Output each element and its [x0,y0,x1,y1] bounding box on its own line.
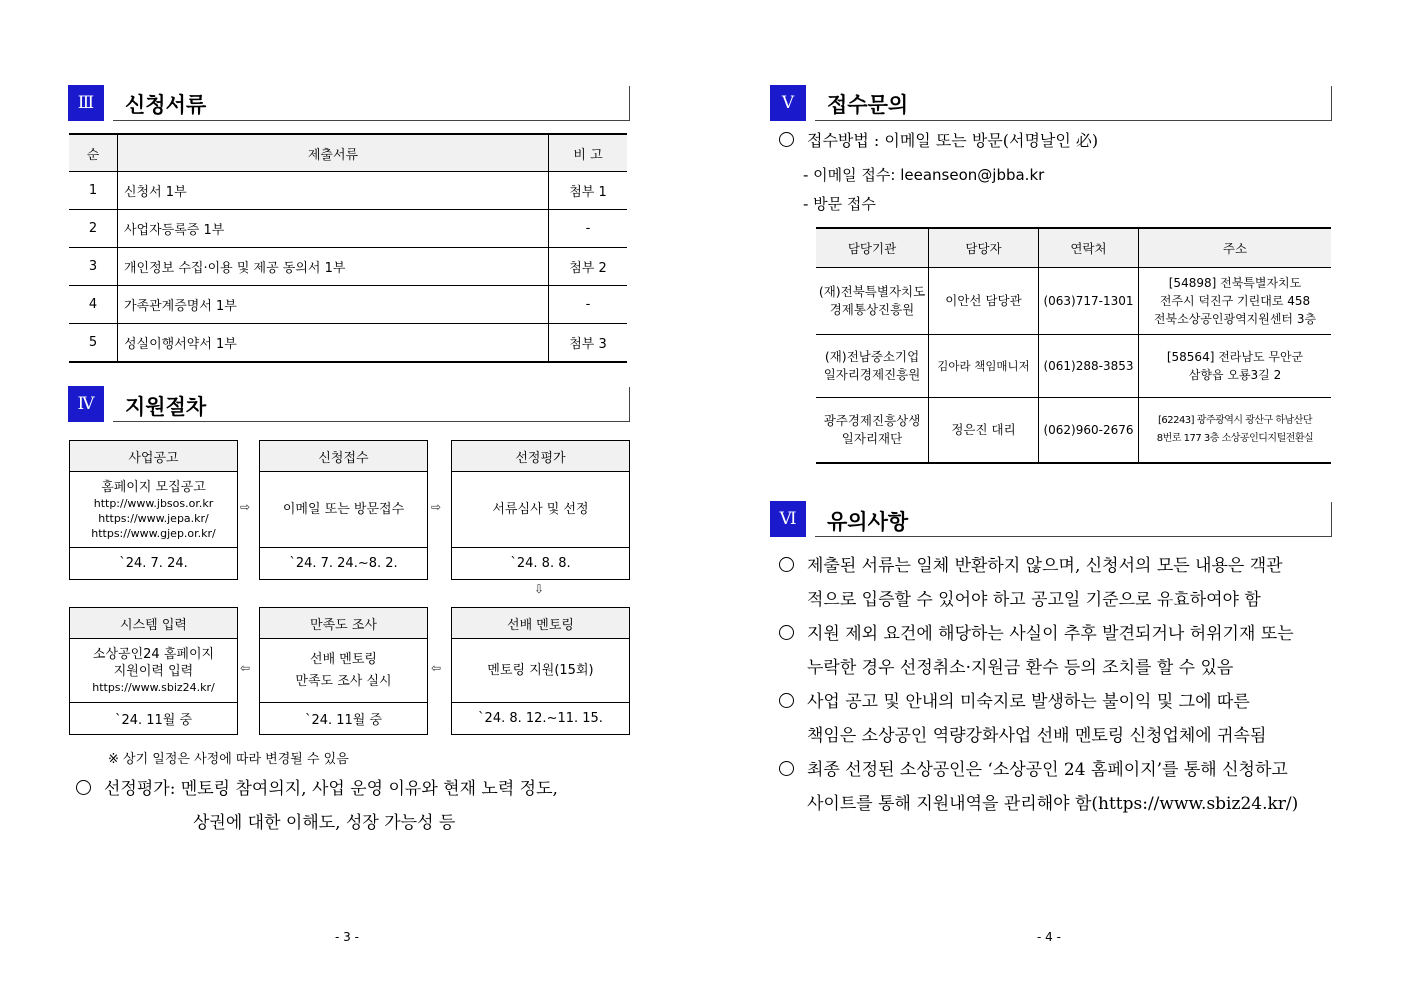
document-note: 첨부 1 [549,172,628,210]
step-evaluation [451,440,630,580]
step-date: `24. 7. 24.~8. 2. [289,555,398,571]
address-line: 삼향읍 오룡3길 2 [1188,368,1282,382]
visit-submission: - 방문 접수 [803,195,876,213]
org-cell [816,398,929,463]
phone-cell: (062)960-2676 [1039,398,1139,463]
table-header: 주소 [1139,228,1332,268]
address-cell [1139,335,1332,398]
table-row [816,398,1331,463]
caution-item-2 [779,619,1294,644]
section3-underline [113,86,630,121]
table-row [69,210,627,248]
org-name: (재)전북특별자치도 [818,284,926,299]
address-line: [62243] 광주광역시 광산구 하남산단 [1157,414,1313,426]
phone-cell: (063)717-1301 [1039,268,1139,335]
step-body-text: 홈페이지 모집공고 [101,479,206,495]
address-line: [54898] 전북특별자치도 [1168,276,1302,290]
table-row [69,172,627,210]
step-title: 선배 멘토링 [452,608,629,639]
section4-title: 지원절차 [125,395,207,419]
page-number-left: - 3 - [335,930,359,944]
org-cell [816,268,929,335]
circle-bullet-icon [779,557,794,572]
circle-bullet-icon [76,780,91,795]
step-body [70,472,237,548]
table-header: 연락처 [1039,228,1139,268]
table-header: 담당자 [929,228,1039,268]
step-body-text: 만족도 조사 실시 [295,673,392,689]
step-announcement [69,440,238,580]
step-date: `24. 8. 12.~11. 15. [478,710,603,726]
section4-underline [113,387,630,422]
row-number: 5 [69,324,118,363]
caution-text: 제출된 서류는 일체 반환하지 않으며, 신청서의 모든 내용은 객관 [807,556,1283,576]
table-header: 제출서류 [118,134,549,172]
address-line: 8번로 177 3층 소상공인디지털전환실 [1156,432,1314,444]
evaluation-criteria [76,774,558,799]
table-row [816,268,1331,335]
row-number: 3 [69,248,118,286]
step-body [452,472,629,548]
step-body [260,472,427,548]
step-title: 사업공고 [70,441,237,472]
step-date: `24. 7. 24. [119,555,188,571]
document-name: 신청서 1부 [118,172,549,210]
section5-underline [815,86,1332,121]
evaluation-line1: 선정평가: 멘토링 참여의지, 사업 운영 이유와 현재 노력 정도, [104,779,558,799]
step-body-text: 이메일 또는 방문접수 [282,502,405,517]
row-number: 4 [69,286,118,324]
step-body-text: 소상공인24 홈페이지 [92,647,215,662]
table-header: 담당기관 [816,228,929,268]
circle-bullet-icon [779,132,794,147]
table-header: 비 고 [549,134,628,172]
arrow-right-icon: ⇨ [431,500,442,514]
person-cell: 이안선 담당관 [929,268,1039,335]
step-body [260,639,427,703]
step-body [452,639,629,703]
caution-text: 사업 공고 및 안내의 미숙지로 발생하는 불이익 및 그에 따른 [807,692,1250,712]
link-jepa: https://www.jepa.kr/ [98,511,209,525]
section6-underline [815,502,1332,537]
circle-bullet-icon [779,693,794,708]
section5-title: 접수문의 [827,93,909,117]
caution-item-4 [779,755,1288,780]
address-line: 전주시 덕진구 기린대로 458 [1159,294,1311,308]
submission-method-text: 접수방법 : 이메일 또는 방문(서명날인 必) [807,131,1099,150]
section4-number: Ⅳ [68,386,104,422]
arrow-right-icon: ⇨ [240,500,251,514]
step-date: `24. 11월 중 [304,712,383,728]
document-name: 개인정보 수집·이용 및 제공 동의서 1부 [118,248,549,286]
section3-number: Ⅲ [68,85,104,121]
link-sbiz24: https://www.sbiz24.kr/ [92,681,215,694]
org-name: (재)전남중소기업 [824,349,920,364]
step-title: 신청접수 [260,441,427,472]
arrow-left-icon: ⇦ [240,661,251,675]
row-number: 1 [69,172,118,210]
org-name: 일자리경제진흥원 [823,367,921,382]
step-body [70,639,237,703]
document-note: 첨부 3 [549,324,628,363]
step-body-text: 멘토링 지원(15회) [487,663,594,678]
step-date: `24. 11월 중 [114,712,193,728]
table-header-row [69,134,627,172]
submission-method [779,128,1098,151]
address-line: [58564] 전라남도 무안군 [1166,350,1304,364]
step-body-text: 선배 멘토링 [310,651,377,667]
step-title: 시스템 입력 [70,608,237,639]
org-cell [816,335,929,398]
contact-table [816,227,1331,464]
document-name: 사업자등록증 1부 [118,210,549,248]
step-application [259,440,428,580]
caution-item-1 [779,551,1283,576]
section3-title: 신청서류 [125,93,207,117]
step-body-text: 지원이력 입력 [113,664,194,679]
table-row [816,335,1331,398]
step-title: 선정평가 [452,441,629,472]
address-line: 전북소상공인광역지원센터 3층 [1153,312,1317,326]
page-number-right: - 4 - [1037,930,1061,944]
table-row [69,248,627,286]
section5-number: Ⅴ [770,85,806,121]
email-submission: - 이메일 접수: leeanseon@jbba.kr [803,166,1045,184]
caution-text: 지원 제외 요건에 해당하는 사실이 추후 발견되거나 허위기재 또는 [807,624,1294,644]
document-note: - [549,286,628,324]
person-cell: 정은진 대리 [929,398,1039,463]
caution-item-3 [779,687,1250,712]
schedule-footnote: ※ 상기 일정은 사정에 따라 변경될 수 있음 [108,752,349,767]
step-mentoring [451,607,630,735]
documents-table [69,133,627,363]
evaluation-line2: 상권에 대한 이해도, 성장 가능성 등 [193,813,456,833]
step-satisfaction-survey [259,607,428,735]
table-row [69,324,627,363]
org-name: 일자리재단 [841,430,903,446]
section6-number: Ⅵ [770,501,806,537]
caution-item-3-cont: 책임은 소상공인 역량강화사업 선배 멘토링 신청업체에 귀속됨 [807,726,1267,746]
step-system-input [69,607,238,735]
link-gjep: https://www.gjep.or.kr/ [91,526,216,540]
person-cell: 김아라 책임매니저 [929,335,1039,398]
row-number: 2 [69,210,118,248]
document-name: 가족관계증명서 1부 [118,286,549,324]
circle-bullet-icon [779,761,794,776]
circle-bullet-icon [779,625,794,640]
arrow-down-icon: ⇩ [534,582,545,596]
step-date: `24. 8. 8. [510,555,571,571]
arrow-left-icon: ⇦ [431,661,442,675]
caution-item-1-cont: 적으로 입증할 수 있어야 하고 공고일 기준으로 유효하여야 함 [807,590,1261,610]
step-title: 만족도 조사 [260,608,427,639]
caution-item-4-cont: 사이트를 통해 지원내역을 관리해야 함(https://www.sbiz24.kr/) [807,794,1299,814]
document-note: - [549,210,628,248]
org-name: 광주경제진흥상생 [823,412,921,428]
address-cell [1139,398,1332,463]
org-name: 경제통상진흥원 [829,302,915,317]
link-jbsos: http://www.jbsos.or.kr [93,496,214,510]
table-header-row [816,228,1331,268]
caution-item-2-cont: 누락한 경우 선정취소·지원금 환수 등의 조치를 할 수 있음 [807,658,1234,678]
document-note: 첨부 2 [549,248,628,286]
address-cell [1139,268,1332,335]
table-header: 순 [69,134,118,172]
section6-title: 유의사항 [827,510,909,534]
caution-text: 최종 선정된 소상공인은 ‘소상공인 24 홈페이지’를 통해 신청하고 [807,760,1288,780]
phone-cell: (061)288-3853 [1039,335,1139,398]
table-row [69,286,627,324]
document-name: 성실이행서약서 1부 [118,324,549,363]
step-body-text: 서류심사 및 선정 [492,502,589,517]
